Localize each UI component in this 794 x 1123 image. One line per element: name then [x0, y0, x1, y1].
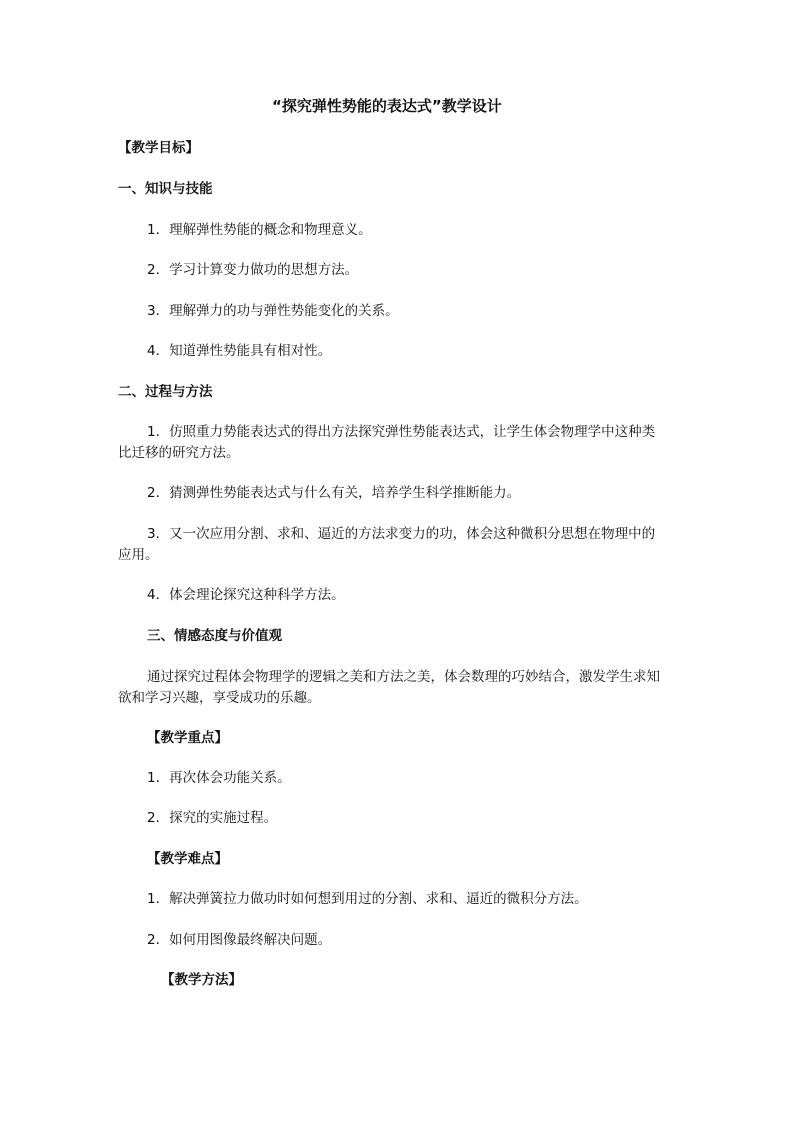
process-item-line: 1．仿照重力势能表达式的得出方法探究弹性势能表达式，让学生体会物理学中这种类 [147, 424, 656, 440]
goals-heading: 【教学目标】 [118, 140, 199, 156]
knowledge-item: 1．理解弹性势能的概念和物理意义。 [147, 222, 372, 238]
focus-item: 2．探究的实施过程。 [147, 810, 278, 826]
document-title: “探究弹性势能的表达式”教学设计 [272, 97, 502, 115]
focus-item: 1．再次体会功能关系。 [147, 770, 291, 786]
method-heading: 【教学方法】 [161, 972, 242, 988]
process-item-line: 3．又一次应用分割、求和、逼近的方法求变力的功，体会这种微积分思想在物理中的 [147, 526, 656, 542]
difficulty-item: 1．解决弹簧拉力做功时如何想到用过的分割、求和、逼近的微积分方法。 [147, 891, 588, 907]
process-item-line: 应用。 [118, 547, 159, 563]
section-attitude-heading: 三、情感态度与价值观 [147, 628, 282, 644]
attitude-paragraph-line: 欲和学习兴趣，享受成功的乐趣。 [118, 690, 321, 706]
knowledge-item: 2．学习计算变力做功的思想方法。 [147, 262, 359, 278]
focus-heading: 【教学重点】 [147, 730, 228, 746]
process-item-line: 4．体会理论探究这种科学方法。 [147, 587, 345, 603]
knowledge-item: 4．知道弹性势能具有相对性。 [147, 343, 332, 359]
process-item-line: 2．猜测弹性势能表达式与什么有关，培养学生科学推断能力。 [147, 485, 521, 501]
process-item-line: 比迁移的研究方法。 [118, 445, 240, 461]
difficulty-item: 2．如何用图像最终解决问题。 [147, 932, 332, 948]
section-process-heading: 二、过程与方法 [118, 384, 213, 400]
section-knowledge-heading: 一、知识与技能 [118, 181, 213, 197]
difficulty-heading: 【教学难点】 [147, 851, 228, 867]
attitude-paragraph-line: 通过探究过程体会物理学的逻辑之美和方法之美，体会数理的巧妙结合，激发学生求知 [147, 669, 660, 685]
knowledge-item: 3．理解弹力的功与弹性势能变化的关系。 [147, 303, 399, 319]
